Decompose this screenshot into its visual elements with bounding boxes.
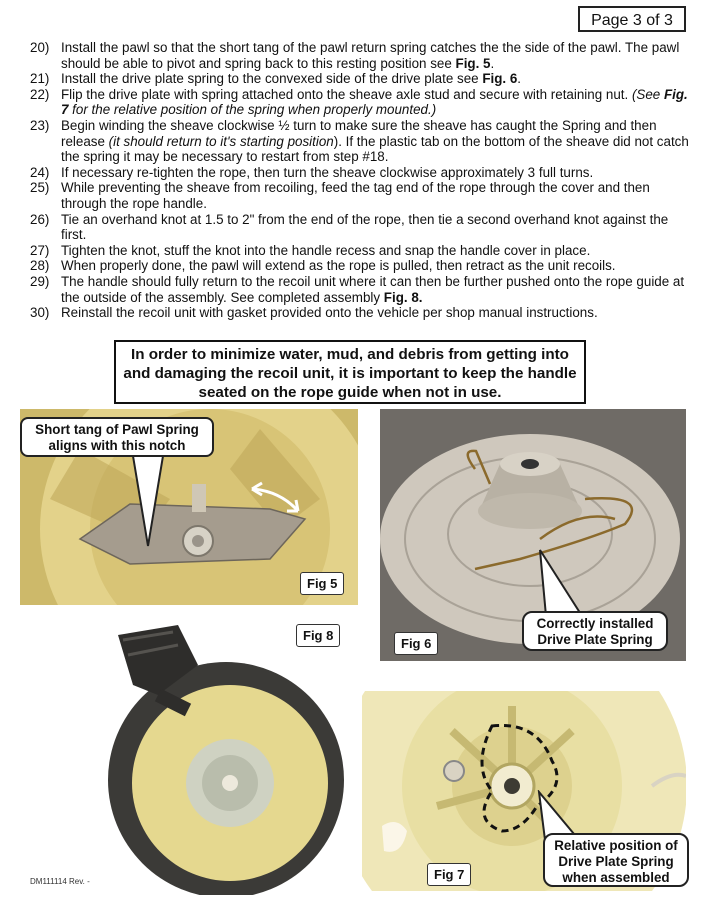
warning-box: In order to minimize water, mud, and debris from getting into and damaging the recoil unit, it is important to keep the handle seated on the rope guide when not in use. <box>114 340 586 404</box>
step-text-run: Fig. 5 <box>455 55 491 71</box>
step-item <box>30 87 690 118</box>
step-text-run: Install the drive plate spring to the convexed side of the drive plate see <box>61 71 483 87</box>
fig5-callout: Short tang of Pawl Spring aligns with this notch <box>20 417 214 457</box>
step-item <box>30 40 690 71</box>
step-text <box>61 165 690 181</box>
step-number: 27) <box>30 242 50 258</box>
fig8-label: Fig 8 <box>296 624 340 647</box>
step-text <box>61 87 690 118</box>
fig6-label: Fig 6 <box>394 632 438 655</box>
step-text-run: When properly done, the pawl will extend as the rope is pulled, then retract as the unit recoils. <box>61 258 616 274</box>
step-item <box>30 274 690 305</box>
document-footer-code: DM111114 Rev. - <box>30 877 90 886</box>
step-text-run: (See <box>631 86 664 102</box>
fig6-callout: Correctly installed Drive Plate Spring <box>522 611 668 651</box>
step-item <box>30 180 690 211</box>
instruction-steps-list <box>30 40 690 321</box>
step-text-run: The handle should fully return to the recoil unit where it can then be further pushed onto the rope guide at the outside of the assembly. See completed assembly <box>61 273 685 305</box>
step-number: 22) <box>30 86 50 102</box>
step-text <box>61 71 690 87</box>
step-item <box>30 71 690 87</box>
step-text <box>61 243 690 259</box>
page-number-label: Page 3 of 3 <box>578 6 686 32</box>
step-number: 20) <box>30 40 50 55</box>
fig5-label: Fig 5 <box>300 572 344 595</box>
step-text-run: If necessary re-tighten the rope, then turn the sheave clockwise approximately 3 full turns. <box>61 164 594 180</box>
step-text <box>61 258 690 274</box>
step-item <box>30 243 690 259</box>
step-item <box>30 212 690 243</box>
fig7-callout: Relative position of Drive Plate Spring when assembled <box>543 833 689 887</box>
step-text <box>61 180 690 211</box>
step-item <box>30 305 690 321</box>
step-number: 29) <box>30 273 50 289</box>
fig5-callout-pointer <box>120 448 180 548</box>
step-text <box>61 212 690 243</box>
step-text <box>61 274 690 305</box>
step-text-run: Tighten the knot, stuff the knot into the handle recess and snap the handle cover in place. <box>61 242 591 258</box>
step-item <box>30 165 690 181</box>
step-number: 21) <box>30 71 50 87</box>
step-text-run: Reinstall the recoil unit with gasket provided onto the vehicle per shop manual instructions. <box>61 305 598 321</box>
step-text-run: Fig. 8. <box>383 289 423 305</box>
step-text-run: Install the pawl so that the short tang of the pawl return spring catches the the side of the pawl. The pawl should be able to pivot and spring back to this resting position see <box>61 40 680 71</box>
step-text-run: Begin winding the sheave clockwise ½ turn to make sure the sheave has caught the Spring and then release <box>61 117 657 149</box>
step-text-run: Tie an overhand knot at 1.5 to 2" from the end of the rope, then tie a second overhand knot against the first. <box>61 211 669 243</box>
step-number: 26) <box>30 211 50 227</box>
step-text-run: Flip the drive plate with spring attached onto the sheave axle stud and secure with retaining nut. <box>61 86 632 102</box>
step-text <box>61 118 690 165</box>
step-item <box>30 258 690 274</box>
step-text-run: While preventing the sheave from recoiling, feed the tag end of the rope through the cover and then through the rope handle. <box>61 180 650 211</box>
step-text-run: for the relative position of the spring when properly mounted.) <box>68 102 437 118</box>
step-number: 30) <box>30 305 50 321</box>
fig6-callout-pointer <box>536 548 596 618</box>
step-text-run: . <box>490 55 495 71</box>
step-text <box>61 40 690 71</box>
step-number: 24) <box>30 164 50 180</box>
step-number: 25) <box>30 180 50 196</box>
step-text <box>61 305 690 321</box>
step-text-run: Fig. 6 <box>482 71 518 87</box>
step-item <box>30 118 690 165</box>
step-text-run: ). If the plastic tab on the bottom of the sheave did not catch the spring it may be necessary to restart from step #18. <box>61 133 689 165</box>
step-text-run: Fig. 7 <box>61 86 688 118</box>
step-text-run: . <box>517 71 522 87</box>
fig7-label: Fig 7 <box>427 863 471 886</box>
step-number: 23) <box>30 117 50 133</box>
step-text-run: (it should return to it's starting position <box>108 133 334 149</box>
fig8-photo <box>98 615 353 895</box>
step-number: 28) <box>30 258 50 274</box>
